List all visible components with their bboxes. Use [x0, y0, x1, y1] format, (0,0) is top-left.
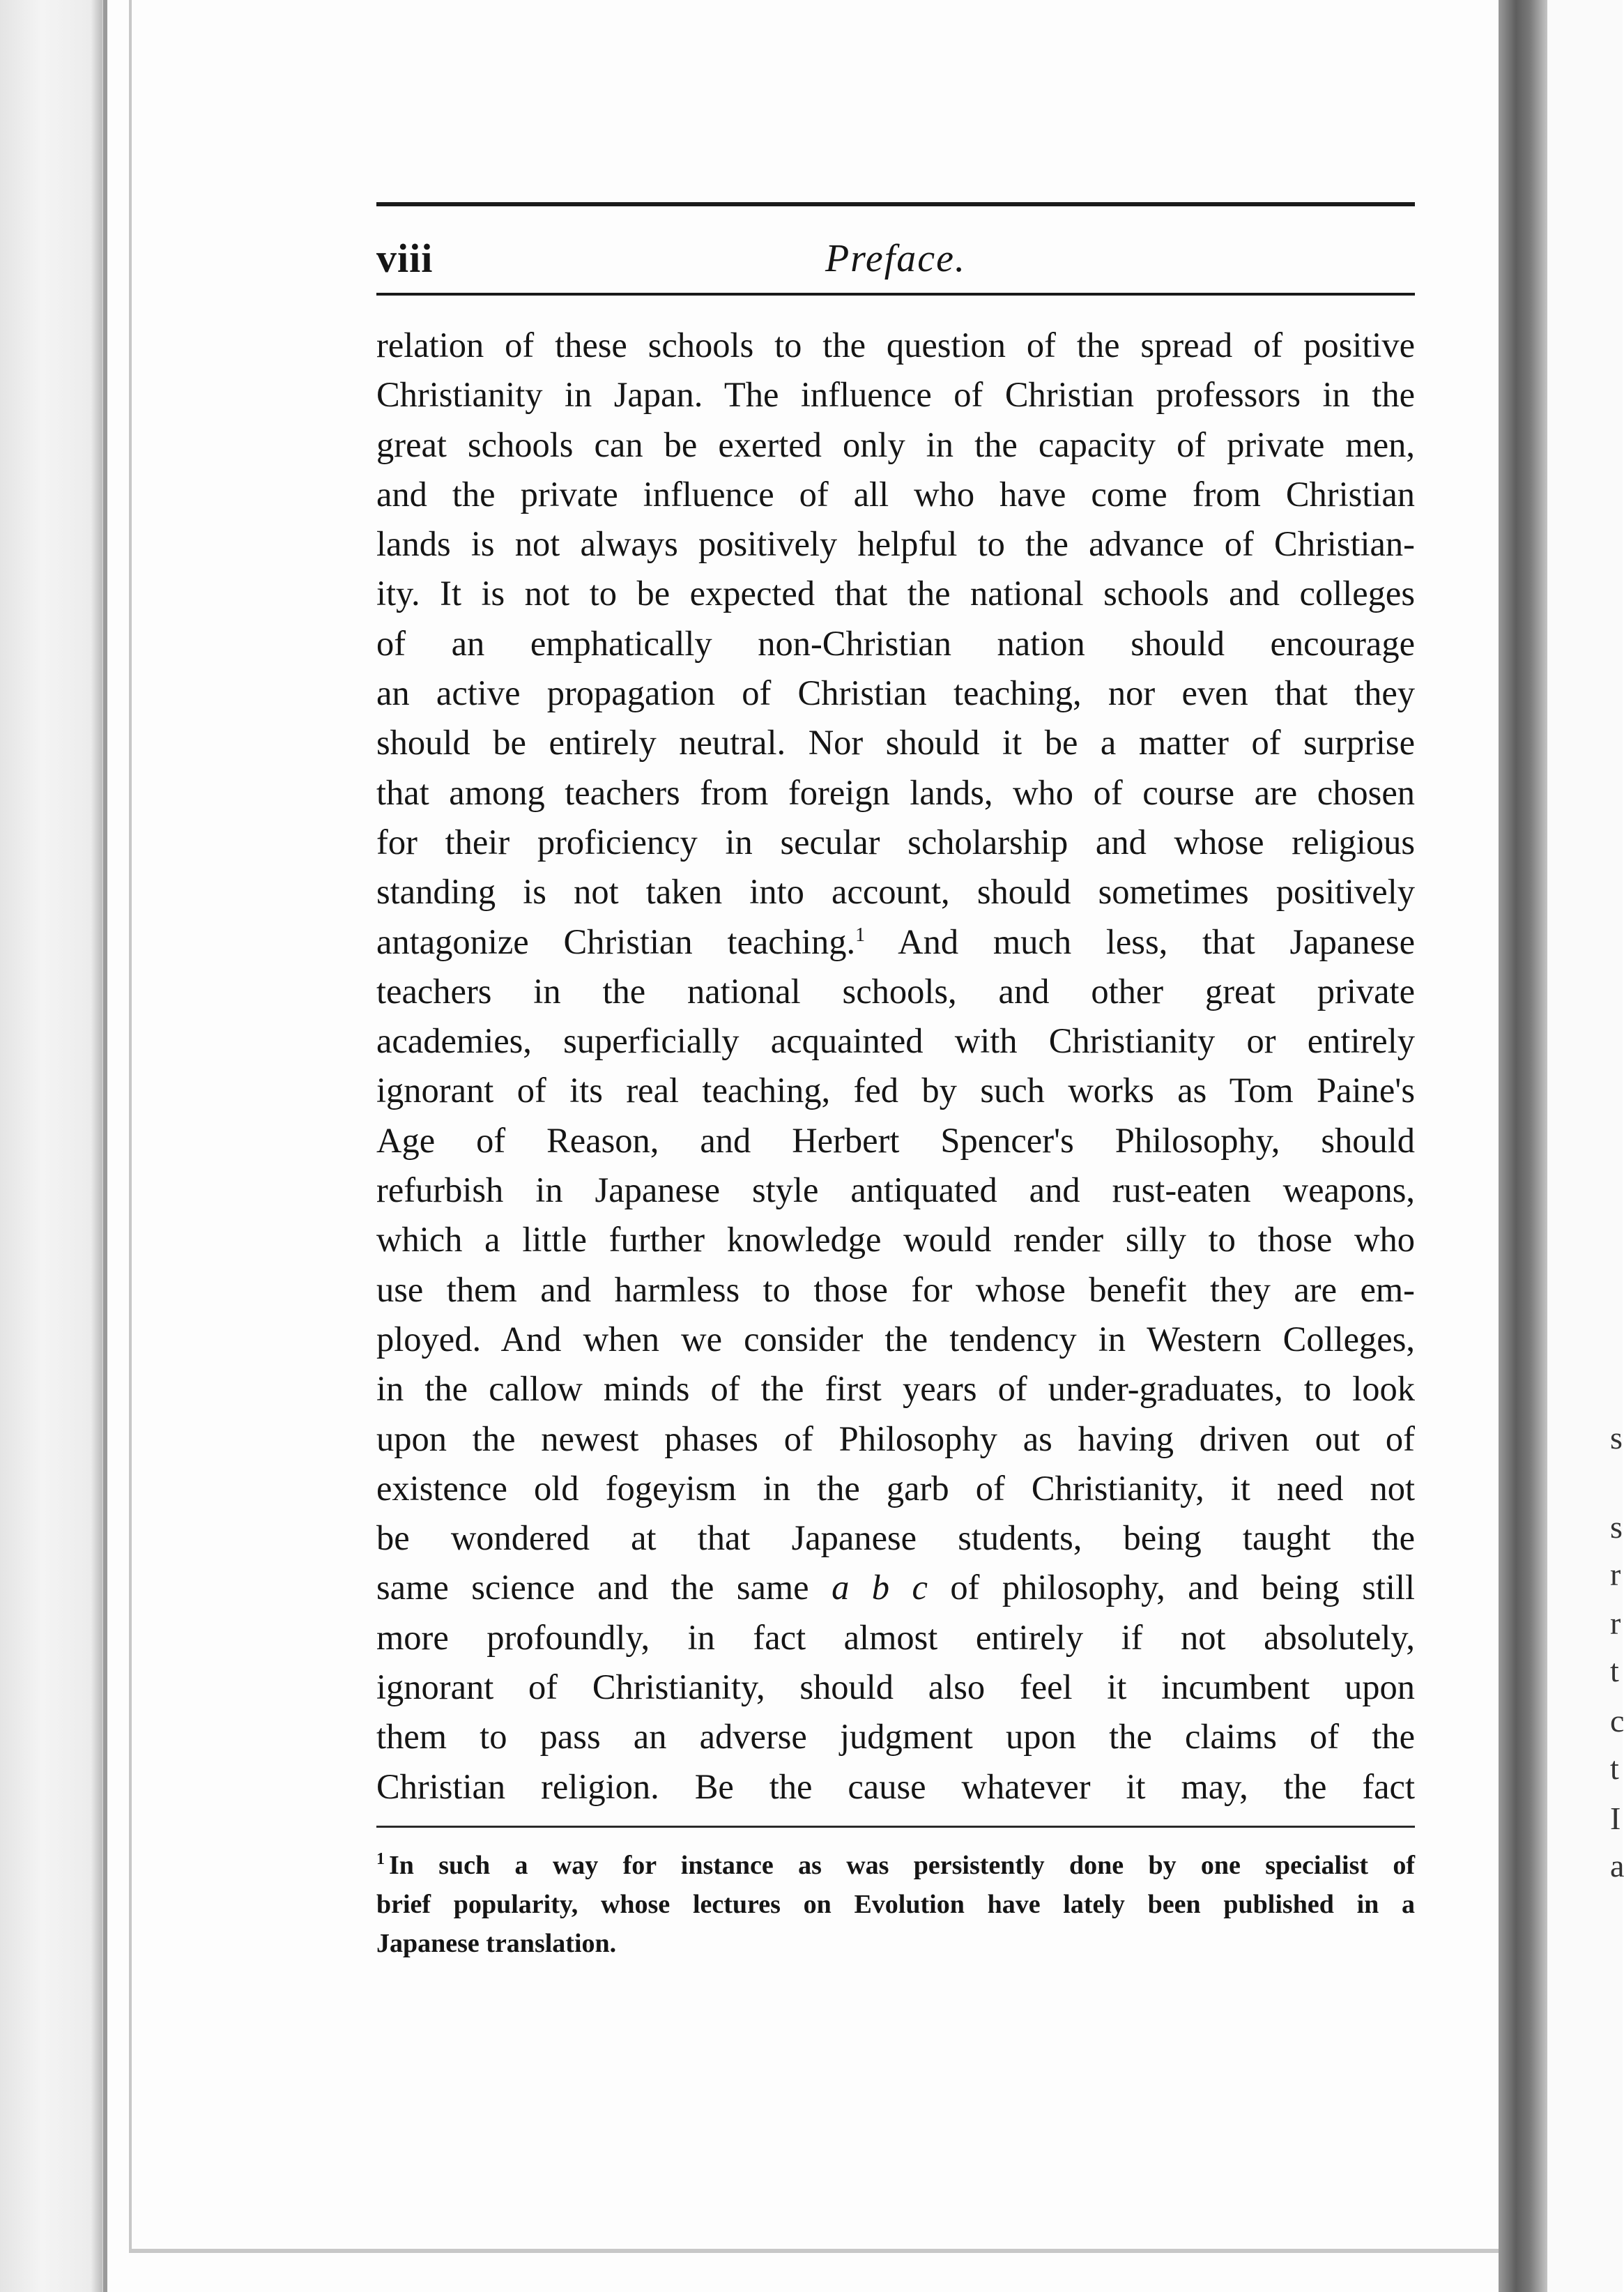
text-line: Christian religion. Be the cause whatever it may, the fact — [376, 1766, 1415, 1806]
facing-page-letter: s — [1610, 1509, 1623, 1545]
text-fragment: antagonize Christian teaching. — [376, 922, 856, 961]
footnote — [376, 1846, 1415, 1963]
text-fragment: In such a way for instance as was persistently done by one specialist of — [389, 1850, 1415, 1880]
text-line: lands is not always positively helpful to the advance of Christian- — [376, 524, 1415, 564]
facing-page-letter: c — [1610, 1703, 1624, 1739]
text-fragment: same science and the same — [376, 1568, 809, 1607]
page-border-left — [129, 0, 132, 2252]
text-line: refurbish in Japanese style antiquated and rust-eaten weapons, — [376, 1170, 1415, 1210]
header-rule-top — [376, 202, 1415, 206]
text-line: Christianity in Japan. The influence of Christian professors in the — [376, 375, 1415, 415]
text-line: ignorant of its real teaching, fed by such works as Tom Paine's — [376, 1071, 1415, 1110]
text-fragment: And much less, that Japanese — [898, 922, 1415, 961]
facing-page-letter: t — [1610, 1653, 1619, 1688]
footnote-mark: 1 — [376, 1850, 385, 1869]
italic-term: a b c — [832, 1568, 928, 1607]
text-line: and the private influence of all who have come from Christian — [376, 474, 1415, 514]
text-line: of an emphatically non-Christian nation should encourage — [376, 623, 1415, 663]
text-line: should be entirely neutral. Nor should it be a matter of surprise — [376, 723, 1415, 763]
text-line-with-note — [376, 917, 1415, 967]
text-line: for their proficiency in secular scholarship and whose religious — [376, 822, 1415, 862]
text-line: Age of Reason, and Herbert Spencer's Philosophy, should — [376, 1120, 1415, 1160]
body-paragraph — [376, 321, 1415, 1812]
facing-page-letter: a — [1610, 1848, 1624, 1884]
text-line: an active propagation of Christian teaching, nor even that they — [376, 673, 1415, 713]
text-line: that among teachers from foreign lands, who of course are chosen — [376, 772, 1415, 812]
running-title: Preface. — [825, 237, 967, 280]
footnote-rule — [376, 1826, 1415, 1828]
text-line: in the callow minds of the first years of under-graduates, to look — [376, 1369, 1415, 1409]
text-line: standing is not taken into account, should sometimes positively — [376, 872, 1415, 912]
text-line: existence old fogeyism in the garb of Christianity, it need not — [376, 1468, 1415, 1508]
facing-page-letter: r — [1610, 1605, 1621, 1641]
binding-shadow-left — [0, 0, 105, 2292]
footnote-line: Japanese translation. — [376, 1928, 617, 1958]
page-border-bottom — [129, 2249, 1499, 2253]
text-line: upon the newest phases of Philosophy as having driven out of — [376, 1419, 1415, 1458]
footnote-line — [376, 1846, 1415, 1885]
text-line: which a little further knowledge would render silly to those who — [376, 1220, 1415, 1260]
text-line: teachers in the national schools, and other great private — [376, 971, 1415, 1011]
text-line: ployed. And when we consider the tendency in Western Colleges, — [376, 1319, 1415, 1359]
facing-page-letter: I — [1610, 1801, 1621, 1836]
footnote-line: brief popularity, whose lectures on Evolution have lately been published in a — [376, 1889, 1415, 1919]
text-line: ignorant of Christianity, should also feel it incumbent upon — [376, 1667, 1415, 1707]
facing-page-letter: s — [1610, 1420, 1623, 1456]
running-head — [376, 233, 1415, 284]
facing-page-edge — [1547, 0, 1623, 2292]
text-line: ity. It is not to be expected that the national schools and colleges — [376, 574, 1415, 613]
facing-page-letter: r — [1610, 1557, 1621, 1592]
text-line: be wondered at that Japanese students, being taught the — [376, 1518, 1415, 1558]
facing-page-letter: t — [1610, 1750, 1619, 1786]
text-line-with-italic — [376, 1563, 1415, 1612]
text-line: more profoundly, in fact almost entirely if not absolutely, — [376, 1617, 1415, 1657]
text-line: relation of these schools to the question of the spread of positive — [376, 326, 1415, 365]
footnote-reference: 1 — [855, 924, 866, 946]
page-number: viii — [376, 236, 434, 281]
text-line: great schools can be exerted only in the capacity of private men, — [376, 425, 1415, 464]
header-rule-bottom — [376, 293, 1415, 296]
page-edge-left — [103, 0, 107, 2292]
book-page — [376, 202, 1415, 1963]
text-line: them to pass an adverse judgment upon the claims of the — [376, 1717, 1415, 1757]
binding-gutter-right — [1499, 0, 1547, 2292]
text-fragment: of philosophy, and being still — [950, 1568, 1416, 1607]
text-line: academies, superficially acquainted with Christianity or entirely — [376, 1021, 1415, 1061]
text-line: use them and harmless to those for whose benefit they are em- — [376, 1269, 1415, 1309]
